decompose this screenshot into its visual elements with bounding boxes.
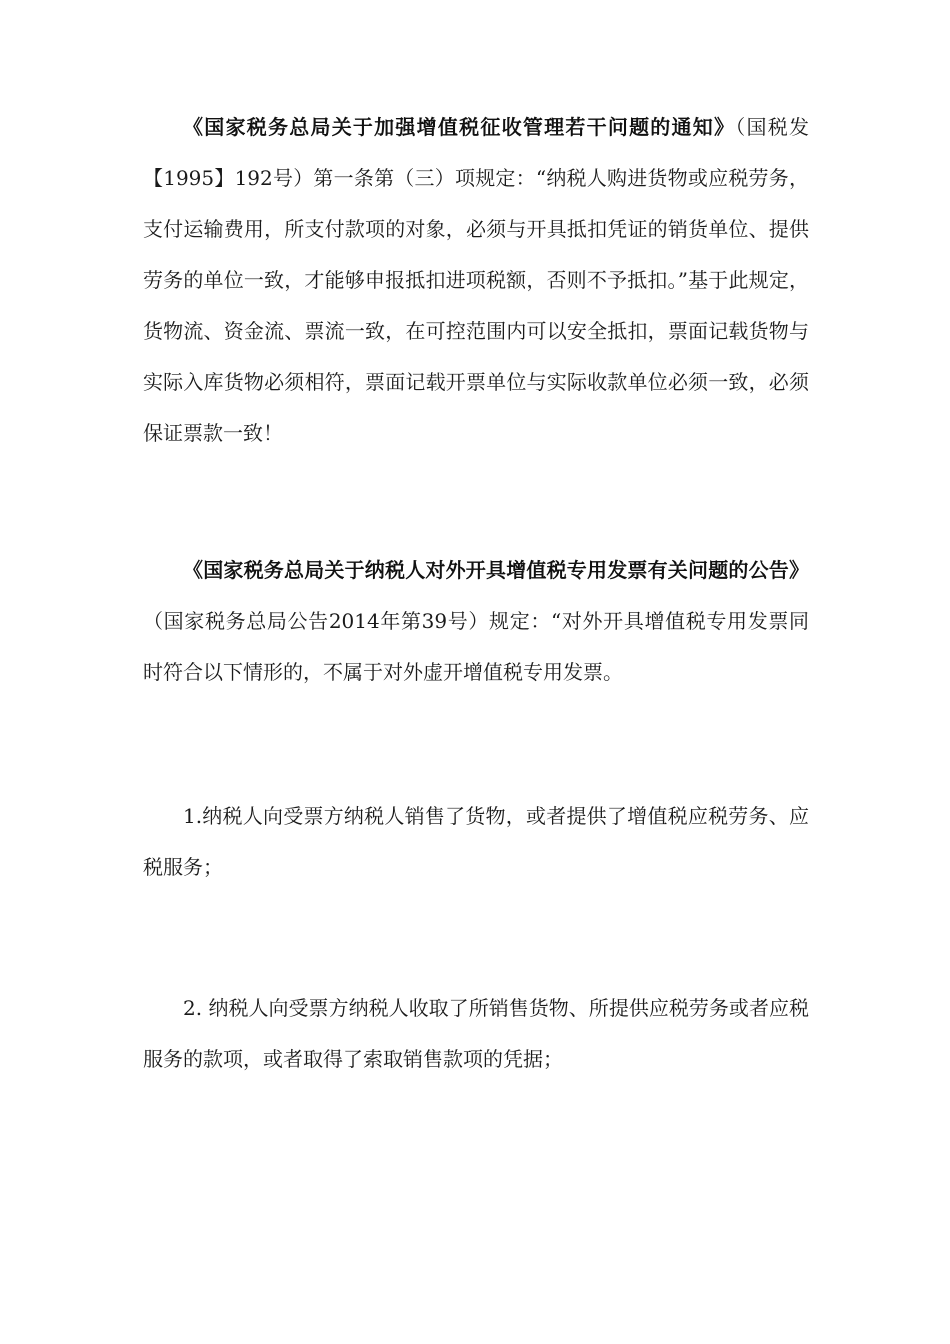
paragraph-2-title: 《国家税务总局关于纳税人对外开具增值税专用发票有关问题的公告》	[183, 558, 809, 582]
paragraph-3-body: 1.纳税人向受票方纳税人销售了货物，或者提供了增值税应税劳务、应税服务；	[143, 804, 809, 879]
paragraph-4	[143, 983, 809, 1085]
paragraph-4-body: 2. 纳税人向受票方纳税人收取了所销售货物、所提供应税劳务或者应税服务的款项，或者取得了索取销售款项的凭据；	[143, 996, 809, 1071]
paragraph-1	[143, 102, 809, 459]
paragraph-1-body: （国税发【1995】192号）第一条第（三）项规定：“纳税人购进货物或应税劳务，支付运输费用，所支付款项的对象，必须与开具抵扣凭证的销货单位、提供劳务的单位一致，才能够申报抵扣进项税额，否则不予抵扣。”基于此规定，货物流、资金流、票流一致，在可控范围内可以安全抵扣，票面记载货物与实际入库货物必须相符，票面记载开票单位与实际收款单位必须一致，必须保证票款一致！	[143, 115, 810, 445]
paragraph-1-title: 《国家税务总局关于加强增值税征收管理若干问题的通知》	[183, 115, 736, 139]
paragraph-2	[143, 545, 809, 698]
paragraph-3	[143, 791, 809, 893]
paragraph-2-body: （国家税务总局公告2014年第39号）规定：“对外开具增值税专用发票同时符合以下情形的，不属于对外虚开增值税专用发票。	[143, 609, 809, 684]
